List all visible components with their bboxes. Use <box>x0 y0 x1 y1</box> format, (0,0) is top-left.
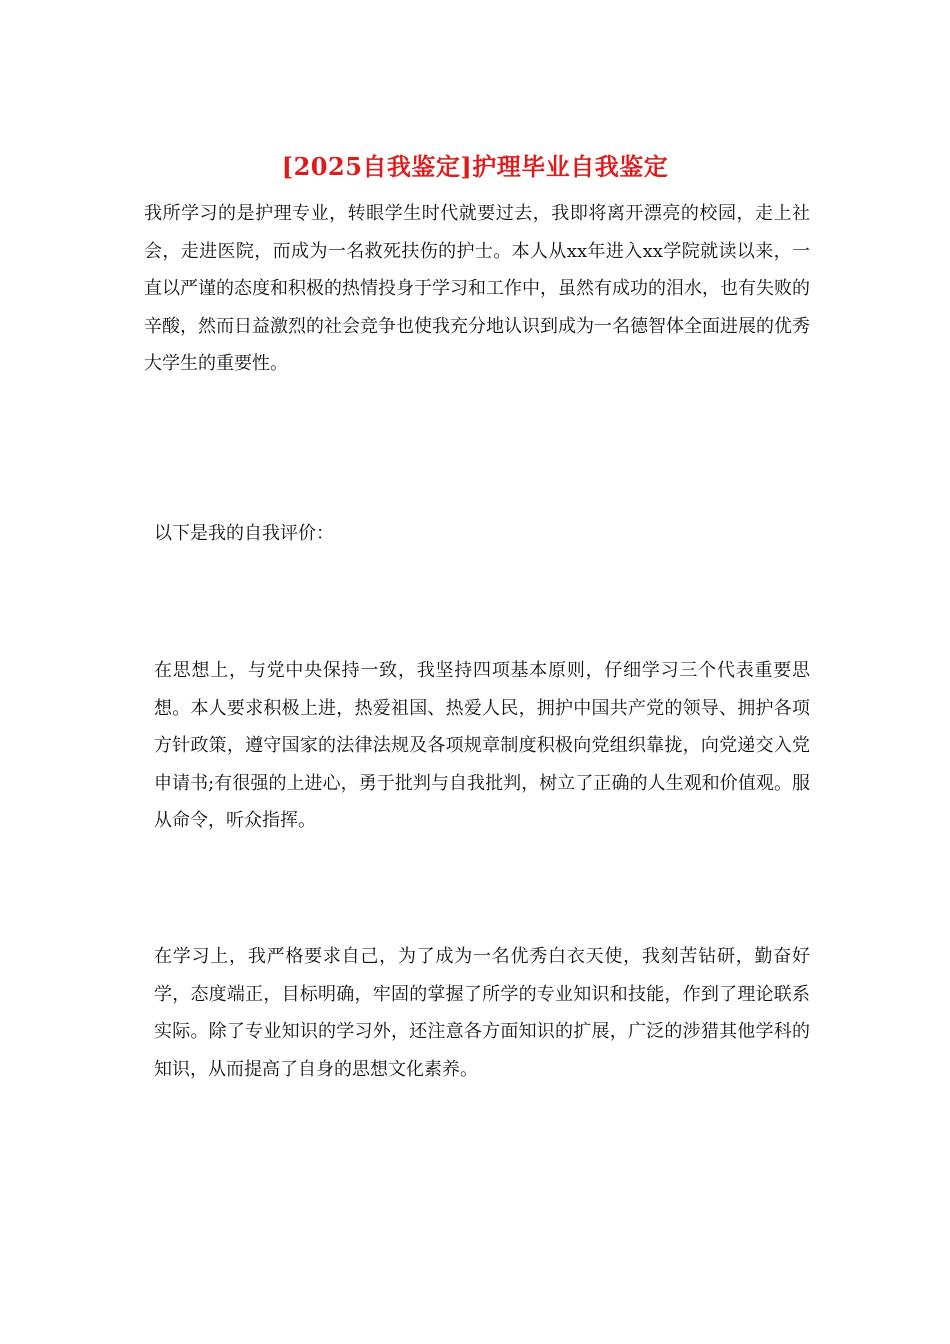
paragraph-evaluation-lead: 以下是我的自我评价： <box>154 523 334 544</box>
document-title: [2025自我鉴定]护理毕业自我鉴定 <box>281 152 669 181</box>
paragraph-intro: 我所学习的是护理专业，转眼学生时代就要过去，我即将离开漂亮的校园，走上社会，走进医院，而成为一名救死扶伤的护士。本人从xx年进入xx学院就读以来，一直以严谨的态度和积极的热情投身于学习和工作中，虽然有成功的泪水，也有失败的辛酸，然而日益激烈的社会竞争也使我充分地认识到成为一名德智体全面进展的优秀大学生的重要性。 <box>144 203 810 374</box>
paragraph-study: 在学习上，我严格要求自己，为了成为一名优秀白衣天使，我刻苦钻研，勤奋好学，态度端正，目标明确，牢固的掌握了所学的专业知识和技能，作到了理论联系实际。除了专业知识的学习外，还注意各方面知识的扩展，广泛的涉猎其他学科的知识，从而提高了自身的思想文化素养。 <box>154 946 810 1080</box>
paragraph-ideology: 在思想上，与党中央保持一致，我坚持四项基本原则，仔细学习三个代表重要思想。本人要求积极上进，热爱祖国、热爱人民，拥护中国共产党的领导、拥护各项方针政策，遵守国家的法律法规及各项规章制度积极向党组织靠拢，向党递交入党申请书;有很强的上进心，勇于批判与自我批判，树立了正确的人生观和价值观。服从命令，听众指挥。 <box>154 660 810 831</box>
